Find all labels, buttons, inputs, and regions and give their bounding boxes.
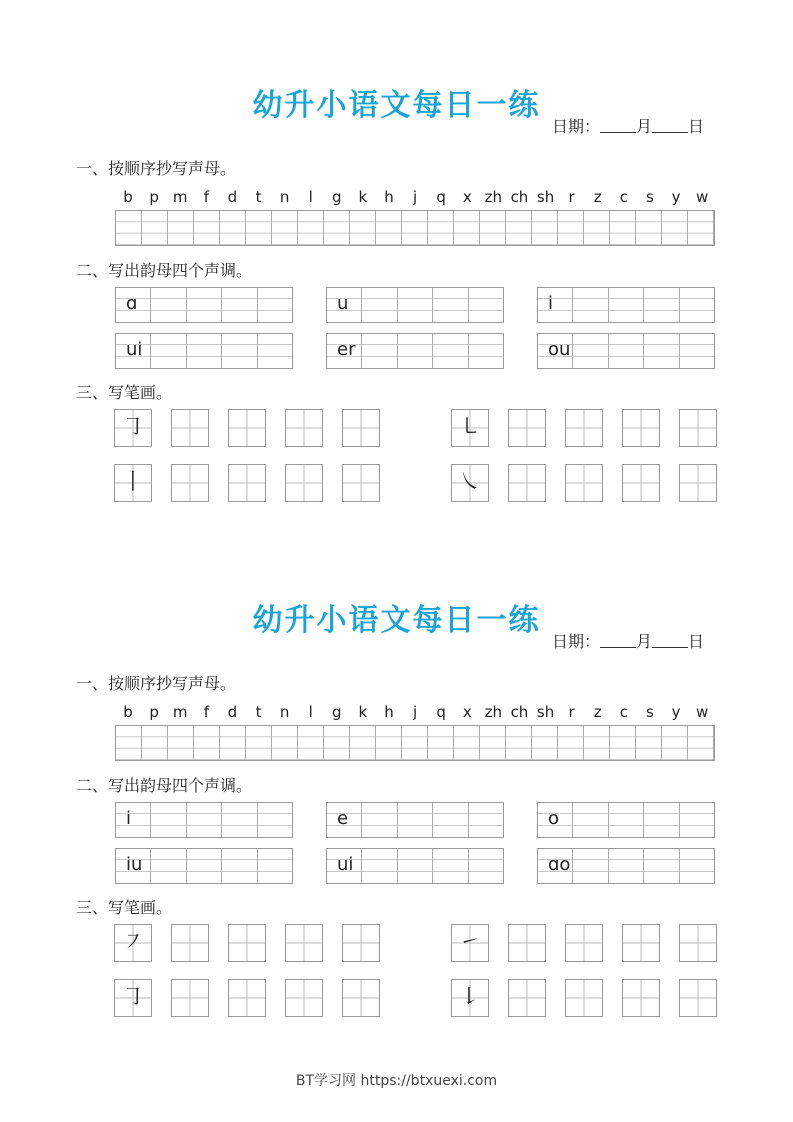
tone-cell [187,288,222,322]
initial-letter: ch [510,703,529,721]
final-vowel: er [337,339,356,360]
tone-cell [644,803,679,837]
tone-cell [258,849,292,883]
tian-grid-box[interactable] [565,924,603,962]
tone-cell [433,849,468,883]
tian-grid-box[interactable] [565,409,603,447]
initial-letter: b [123,703,133,721]
tian-grid-box[interactable] [508,409,546,447]
stroke-sample-box [114,924,152,962]
initial-letter: p [149,188,159,206]
tian-grid-box[interactable] [508,979,546,1017]
tone-cell [680,803,714,837]
tone-cell [680,288,714,322]
initial-letter: g [332,703,342,721]
tone-cell [644,288,679,322]
final-vowel: iu [126,854,143,875]
tian-grid-box[interactable] [679,979,717,1017]
stroke-glyph: ㇙ [458,985,481,1010]
worksheet-1 [0,0,793,500]
initials-row [115,703,715,721]
tone-cell [644,334,679,368]
stroke-sample-box [451,464,489,502]
tone-writing-box[interactable] [115,333,293,369]
tian-grid-box[interactable] [342,979,380,1017]
tian-grid-box[interactable] [285,409,323,447]
initial-letter: h [384,188,394,206]
stroke-sample-box [114,464,152,502]
tone-cell [187,334,222,368]
initial-letter: ch [510,188,529,206]
tone-cell [573,849,608,883]
tian-grid-box[interactable] [285,924,323,962]
tone-cell [469,803,503,837]
tone-cell [609,334,644,368]
initial-letter: m [172,188,188,206]
initial-letter: k [358,703,368,721]
tone-cell [362,334,397,368]
tone-writing-box[interactable] [115,802,293,838]
initial-letter: g [332,188,342,206]
month-label: 月 [636,117,653,136]
tone-cell [609,803,644,837]
tone-cell [680,334,714,368]
tone-cell [187,803,222,837]
initial-letter: z [593,188,602,206]
date-line [552,114,704,137]
initial-letter: x [462,188,472,206]
tone-cell [151,849,186,883]
section-heading-3: 三、写笔画。 [76,898,173,917]
initial-letter: c [619,188,628,206]
initial-letter: w [695,188,709,206]
tone-cells [116,288,292,322]
tone-cell [362,288,397,322]
tone-cell [398,803,433,837]
tian-grid-box[interactable] [285,464,323,502]
stroke-glyph: ㇀ [458,930,481,955]
tian-grid-box[interactable] [342,409,380,447]
tone-cell [151,334,186,368]
initial-letter: n [279,703,290,721]
tian-grid-box[interactable] [622,979,660,1017]
initial-letter: t [255,703,262,721]
tone-cell [609,849,644,883]
tone-writing-box[interactable] [115,287,293,323]
stroke-glyph: ㇏ [458,470,481,495]
tone-writing-box[interactable] [537,333,715,369]
tone-writing-box[interactable] [537,802,715,838]
final-vowel: i [548,293,554,314]
initial-letter: c [619,703,628,721]
tone-writing-box[interactable] [326,287,504,323]
tone-cell [469,849,503,883]
tian-grid-box[interactable] [171,924,209,962]
final-vowel: ɑo [548,854,571,875]
tian-grid-box[interactable] [508,464,546,502]
tone-cell [258,334,292,368]
section-heading-3: 三、写笔画。 [76,383,173,402]
initial-letter: s [646,703,654,721]
tone-cell [222,803,257,837]
tian-grid-box[interactable] [228,464,266,502]
tone-cell [433,803,468,837]
date-label: 日期： [552,632,601,651]
copy-writing-grid[interactable] [115,725,715,761]
tian-grid-box[interactable] [228,924,266,962]
tian-grid-box[interactable] [228,979,266,1017]
tone-writing-box[interactable] [537,848,715,884]
tone-cells [538,803,714,837]
initial-letter: d [227,188,238,206]
final-vowel: ui [126,339,143,360]
initial-letter: f [203,703,209,721]
initial-letter: sh [536,703,555,721]
stroke-sample-box [114,979,152,1017]
tian-grid-box[interactable] [565,979,603,1017]
initial-letter: zh [484,188,503,206]
stroke-sample-box [451,924,489,962]
tone-cell [680,849,714,883]
tian-grid-box[interactable] [622,924,660,962]
tian-grid-box[interactable] [171,409,209,447]
tian-grid-box[interactable] [171,464,209,502]
month-blank[interactable] [600,633,636,648]
tian-grid-box[interactable] [508,924,546,962]
tone-writing-box[interactable] [537,287,715,323]
tone-writing-box[interactable] [326,333,504,369]
tone-cell [116,803,151,837]
tone-cell [187,849,222,883]
final-vowel: ou [548,339,571,360]
tone-writing-box[interactable] [326,802,504,838]
tone-cell [469,288,503,322]
tone-cell [609,288,644,322]
stroke-glyph: ㇆ [121,415,144,440]
initial-letter: x [462,703,472,721]
stroke-sample-box [451,409,489,447]
tone-cell [398,849,433,883]
initial-letter: b [123,188,133,206]
stroke-sample-box [451,979,489,1017]
initial-letter: zh [484,703,503,721]
initial-letter: z [593,703,602,721]
initial-letter: p [149,703,159,721]
initial-letter: j [412,703,418,721]
page-title: 幼升小语文每日一练 [252,603,541,638]
tian-grid-box[interactable] [285,979,323,1017]
initials-row [115,188,715,206]
tian-grid-box[interactable] [679,464,717,502]
tone-cells [327,288,503,322]
initial-letter: h [384,703,394,721]
tone-cell [222,288,257,322]
initial-letter: l [308,703,313,721]
tone-cell [362,803,397,837]
initial-letter: w [695,703,709,721]
tone-cells [116,803,292,837]
final-vowel: o [548,808,560,829]
tone-cells [327,803,503,837]
stroke-glyph: ㇄ [458,415,481,440]
tian-grid-box[interactable] [342,464,380,502]
final-vowel: ɑ [126,293,138,314]
tian-grid-box[interactable] [622,464,660,502]
section-heading-2: 二、写出韵母四个声调。 [76,776,253,795]
tian-grid-box[interactable] [171,979,209,1017]
tone-cell [151,288,186,322]
tone-cell [222,334,257,368]
initial-letter: r [568,188,575,206]
tone-cell [469,334,503,368]
tone-cell [433,288,468,322]
initial-letter: l [308,188,313,206]
tone-cell [573,334,608,368]
tone-cell [398,334,433,368]
month-blank[interactable] [600,118,636,133]
day-blank[interactable] [652,633,688,648]
tian-grid-box[interactable] [342,924,380,962]
date-line [552,629,704,652]
tone-cell [433,334,468,368]
tone-cell [222,849,257,883]
final-vowel: i [126,808,132,829]
tian-grid-box[interactable] [565,464,603,502]
section-heading-2: 二、写出韵母四个声调。 [76,261,253,280]
tone-cell [573,803,608,837]
initial-letter: m [172,703,188,721]
copy-writing-grid[interactable] [115,210,715,246]
tone-cell [258,288,292,322]
section-heading-1: 一、按顺序抄写声母。 [76,159,237,178]
tone-cell [151,803,186,837]
page-title: 幼升小语文每日一练 [252,88,541,123]
initial-letter: j [412,188,418,206]
initial-letter: r [568,703,575,721]
tone-cell [258,803,292,837]
initial-letter: q [436,703,446,721]
day-label: 日 [688,117,705,136]
initial-letter: s [646,188,654,206]
tone-cell [362,849,397,883]
day-label: 日 [688,632,705,651]
worksheet-2 [0,515,793,1015]
stroke-sample-box [114,409,152,447]
tian-grid-box[interactable] [622,409,660,447]
initial-letter: sh [536,188,555,206]
tian-grid-box[interactable] [679,409,717,447]
month-label: 月 [636,632,653,651]
initial-letter: y [671,703,681,721]
final-vowel: u [337,293,349,314]
section-heading-1: 一、按顺序抄写声母。 [76,674,237,693]
final-vowel: ui [337,854,354,875]
tian-grid-box[interactable] [228,409,266,447]
tone-cell [398,288,433,322]
initial-letter: d [227,703,238,721]
initial-letter: t [255,188,262,206]
tian-grid-box[interactable] [679,924,717,962]
tone-cell [644,849,679,883]
tone-writing-box[interactable] [326,848,504,884]
date-label: 日期： [552,117,601,136]
initial-letter: n [279,188,290,206]
initial-letter: y [671,188,681,206]
footer-text: BT学习网 https://btxuexi.com [295,1073,498,1089]
tone-cell [538,288,573,322]
initial-letter: k [358,188,368,206]
initial-letter: f [203,188,209,206]
tone-cell [573,288,608,322]
stroke-glyph: ㇇ [121,930,144,955]
stroke-glyph: ㇆ [121,985,144,1010]
stroke-glyph: 丨 [121,470,144,495]
day-blank[interactable] [652,118,688,133]
tone-writing-box[interactable] [115,848,293,884]
initial-letter: q [436,188,446,206]
final-vowel: e [337,808,349,829]
tone-cells [538,288,714,322]
